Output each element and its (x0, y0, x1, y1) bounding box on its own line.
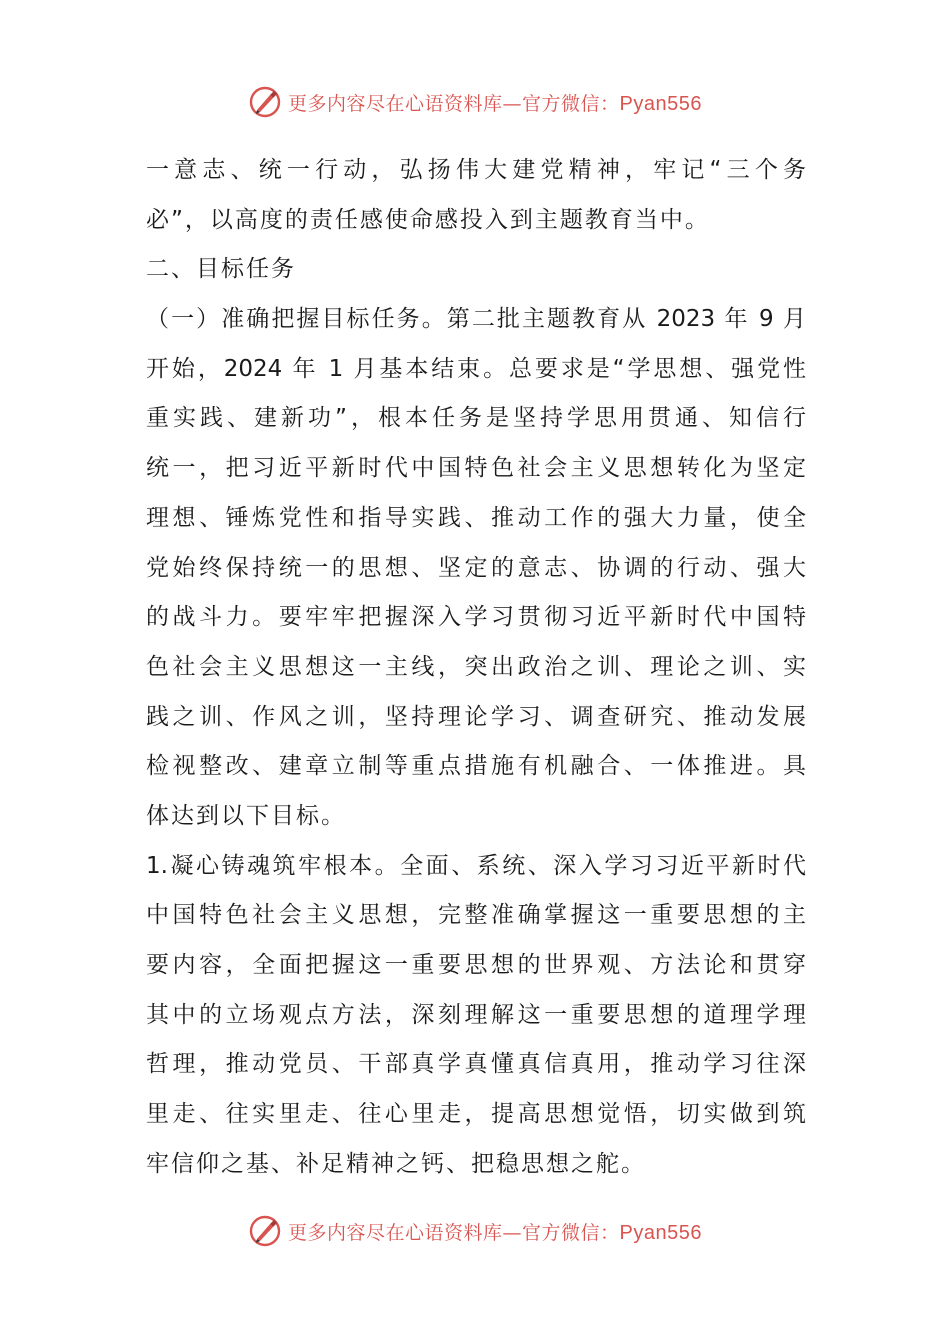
text-line: （一）准确把握目标任务。第二批主题教育从 2023 年 9 月 (146, 306, 806, 333)
wechat-id: Pyan556 (619, 1221, 702, 1244)
text-line: 体达到以下目标。 (146, 802, 346, 829)
watermark-text: 更多内容尽在心语资料库—官方微信：Pyan556 (288, 1221, 702, 1244)
pen-logo-icon (248, 1214, 282, 1248)
text-line: 牢信仰之基、补足精神之钙、把稳思想之舵。 (146, 1150, 646, 1177)
text-line: 的战斗力。要牢牢把握深入学习贯彻习近平新时代中国特 (146, 604, 806, 631)
wechat-id: Pyan556 (619, 92, 702, 115)
text-line: 其中的立场观点方法，深刻理解这一重要思想的道理学理 (146, 1001, 806, 1028)
text-line: 开始，2024 年 1 月基本结束。总要求是“学思想、强党性 (146, 355, 806, 382)
watermark-text: 更多内容尽在心语资料库—官方微信：Pyan556 (288, 92, 702, 115)
text-line: 必”，以高度的责任感使命感投入到主题教育当中。 (146, 206, 710, 233)
text-line: 党始终保持统一的思想、坚定的意志、协调的行动、强大 (146, 554, 806, 581)
text-line: 检视整改、建章立制等重点措施有机融合、一体推进。具 (146, 753, 806, 780)
text-line: 二、目标任务 (146, 256, 296, 283)
document-body (146, 146, 806, 1189)
text-line: 理想、锤炼党性和指导实践、推动工作的强大力量，使全 (146, 504, 806, 531)
text-line: 中国特色社会主义思想，完整准确掌握这一重要思想的主 (146, 902, 806, 929)
text-line: 色社会主义思想这一主线，突出政治之训、理论之训、实 (146, 653, 806, 680)
text-line: 重实践、建新功”，根本任务是坚持学思用贯通、知信行 (146, 405, 806, 432)
text-line: 践之训、作风之训，坚持理论学习、调查研究、推动发展 (146, 703, 806, 730)
footer-watermark (0, 1211, 950, 1251)
header-watermark (0, 82, 950, 122)
text-line: 一意志、统一行动，弘扬伟大建党精神，牢记“三个务 (146, 157, 806, 183)
text-line: 统一，把习近平新时代中国特色社会主义思想转化为坚定 (146, 455, 806, 482)
text-line: 里走、往实里走、往心里走，提高思想觉悟，切实做到筑 (146, 1101, 806, 1128)
text-line: 哲理，推动党员、干部真学真懂真信真用，推动学习往深 (146, 1051, 806, 1078)
pen-logo-icon (248, 85, 282, 119)
text-line: 1.凝心铸魂筑牢根本。全面、系统、深入学习习近平新时代 (146, 852, 806, 879)
text-line: 要内容，全面把握这一重要思想的世界观、方法论和贯穿 (146, 952, 806, 978)
